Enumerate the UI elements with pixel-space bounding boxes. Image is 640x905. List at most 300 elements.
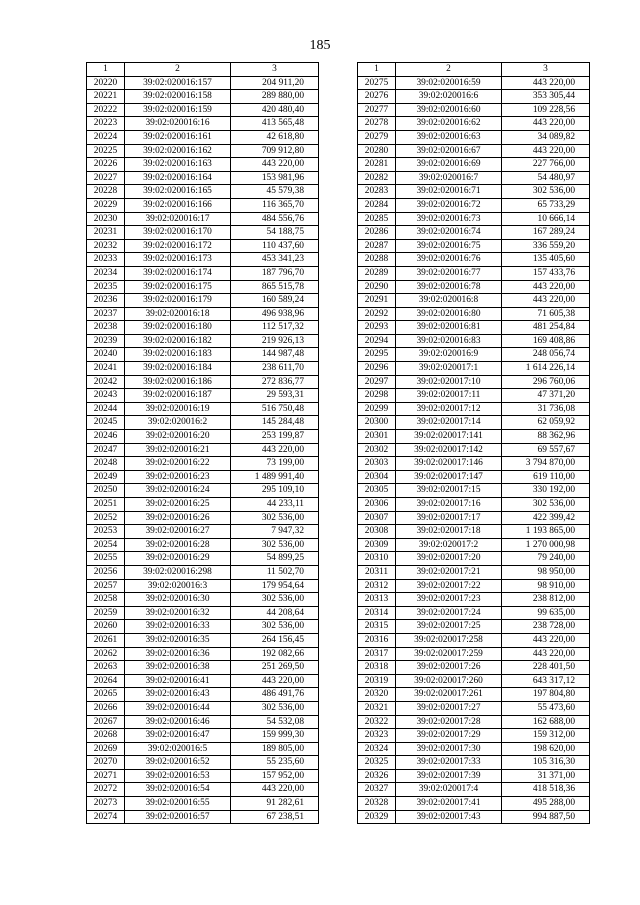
- cadastral-number-cell: 39:02:020016:23: [125, 470, 231, 484]
- table-row: [87, 158, 319, 172]
- value-cell: 198 620,00: [502, 742, 590, 756]
- table-row: [358, 769, 590, 783]
- value-cell: 1 270 000,98: [502, 538, 590, 552]
- value-cell: 443 220,00: [231, 674, 319, 688]
- table-row: [358, 402, 590, 416]
- table-row: [358, 76, 590, 90]
- row-number-cell: 20246: [87, 430, 125, 444]
- row-number-cell: 20329: [358, 810, 396, 824]
- cadastral-number-cell: 39:02:020016:19: [125, 402, 231, 416]
- value-cell: 709 912,80: [231, 144, 319, 158]
- row-number-cell: 20317: [358, 647, 396, 661]
- cadastral-number-cell: 39:02:020017:26: [396, 661, 502, 675]
- table-row: [358, 756, 590, 770]
- row-number-cell: 20307: [358, 511, 396, 525]
- table-row: [358, 144, 590, 158]
- row-number-cell: 20302: [358, 443, 396, 457]
- cadastral-number-cell: 39:02:020017:21: [396, 565, 502, 579]
- value-cell: 110 437,60: [231, 239, 319, 253]
- cadastral-number-cell: 39:02:020016:24: [125, 484, 231, 498]
- row-number-cell: 20284: [358, 198, 396, 212]
- row-number-cell: 20230: [87, 212, 125, 226]
- row-number-cell: 20303: [358, 457, 396, 471]
- table-row: [358, 552, 590, 566]
- row-number-cell: 20275: [358, 76, 396, 90]
- cadastral-number-cell: 39:02:020017:261: [396, 688, 502, 702]
- table-row: [87, 769, 319, 783]
- cadastral-number-cell: 39:02:020017:25: [396, 620, 502, 634]
- row-number-cell: 20239: [87, 334, 125, 348]
- header-cell-cadastral: 2: [125, 63, 231, 77]
- value-cell: 160 589,24: [231, 294, 319, 308]
- row-number-cell: 20299: [358, 402, 396, 416]
- cadastral-number-cell: 39:02:020016:27: [125, 525, 231, 539]
- row-number-cell: 20295: [358, 348, 396, 362]
- value-cell: 204 911,20: [231, 76, 319, 90]
- value-cell: 112 517,32: [231, 321, 319, 335]
- value-cell: 69 557,67: [502, 443, 590, 457]
- table-row: [358, 117, 590, 131]
- row-number-cell: 20316: [358, 633, 396, 647]
- value-cell: 619 110,00: [502, 470, 590, 484]
- table-row: [358, 334, 590, 348]
- cadastral-number-cell: 39:02:020016:170: [125, 226, 231, 240]
- table-row: [358, 416, 590, 430]
- row-number-cell: 20322: [358, 715, 396, 729]
- value-cell: 65 733,29: [502, 198, 590, 212]
- row-number-cell: 20297: [358, 375, 396, 389]
- cadastral-number-cell: 39:02:020016:47: [125, 729, 231, 743]
- table-row: [87, 389, 319, 403]
- cadastral-number-cell: 39:02:020016:60: [396, 103, 502, 117]
- table-row: [87, 212, 319, 226]
- value-cell: 55 235,60: [231, 756, 319, 770]
- cadastral-number-cell: 39:02:020016:165: [125, 185, 231, 199]
- table-row: [358, 715, 590, 729]
- cadastral-number-cell: 39:02:020016:18: [125, 307, 231, 321]
- cadastral-number-cell: 39:02:020017:146: [396, 457, 502, 471]
- row-number-cell: 20254: [87, 538, 125, 552]
- value-cell: 228 401,50: [502, 661, 590, 675]
- cadastral-number-cell: 39:02:020017:12: [396, 402, 502, 416]
- cadastral-number-cell: 39:02:020016:30: [125, 593, 231, 607]
- row-number-cell: 20298: [358, 389, 396, 403]
- table-row: [358, 498, 590, 512]
- cadastral-number-cell: 39:02:020016:57: [125, 810, 231, 824]
- row-number-cell: 20328: [358, 797, 396, 811]
- value-cell: 302 536,00: [231, 511, 319, 525]
- value-cell: 167 289,24: [502, 226, 590, 240]
- cadastral-number-cell: 39:02:020016:33: [125, 620, 231, 634]
- cadastral-number-cell: 39:02:020016:43: [125, 688, 231, 702]
- cadastral-number-cell: 39:02:020016:80: [396, 307, 502, 321]
- cadastral-number-cell: 39:02:020017:14: [396, 416, 502, 430]
- row-number-cell: 20256: [87, 565, 125, 579]
- value-cell: 484 556,76: [231, 212, 319, 226]
- cadastral-number-cell: 39:02:020016:183: [125, 348, 231, 362]
- row-number-cell: 20225: [87, 144, 125, 158]
- table-row: [358, 185, 590, 199]
- value-cell: 169 408,86: [502, 334, 590, 348]
- value-cell: 353 305,44: [502, 90, 590, 104]
- table-row: [87, 810, 319, 824]
- row-number-cell: 20282: [358, 171, 396, 185]
- value-cell: 7 947,32: [231, 525, 319, 539]
- value-cell: 1 614 226,14: [502, 362, 590, 376]
- value-cell: 302 536,00: [231, 701, 319, 715]
- row-number-cell: 20253: [87, 525, 125, 539]
- table-row: [87, 416, 319, 430]
- cadastral-number-cell: 39:02:020016:25: [125, 498, 231, 512]
- table-row: [87, 375, 319, 389]
- row-number-cell: 20313: [358, 593, 396, 607]
- table-row: [87, 334, 319, 348]
- table-row: [358, 633, 590, 647]
- row-number-cell: 20264: [87, 674, 125, 688]
- row-number-cell: 20268: [87, 729, 125, 743]
- value-cell: 29 593,31: [231, 389, 319, 403]
- table-row: [87, 280, 319, 294]
- value-cell: 496 938,96: [231, 307, 319, 321]
- value-cell: 159 999,30: [231, 729, 319, 743]
- table-row: [87, 171, 319, 185]
- cadastral-number-cell: 39:02:020016:78: [396, 280, 502, 294]
- value-cell: 453 341,23: [231, 253, 319, 267]
- row-number-cell: 20269: [87, 742, 125, 756]
- table-row: [358, 729, 590, 743]
- row-number-cell: 20263: [87, 661, 125, 675]
- table-row: [358, 484, 590, 498]
- value-cell: 443 220,00: [502, 647, 590, 661]
- row-number-cell: 20267: [87, 715, 125, 729]
- value-cell: 153 981,96: [231, 171, 319, 185]
- table-row: [358, 226, 590, 240]
- row-number-cell: 20291: [358, 294, 396, 308]
- table-row: [87, 362, 319, 376]
- cadastral-number-cell: 39:02:020016:166: [125, 198, 231, 212]
- table-row: [358, 783, 590, 797]
- table-row: [87, 606, 319, 620]
- table-row: [87, 701, 319, 715]
- row-number-cell: 20232: [87, 239, 125, 253]
- cadastral-number-cell: 39:02:020016:174: [125, 266, 231, 280]
- table-row: [87, 593, 319, 607]
- cadastral-number-cell: 39:02:020016:6: [396, 90, 502, 104]
- value-cell: 44 208,64: [231, 606, 319, 620]
- page-number: 185: [309, 38, 331, 53]
- table-row: [358, 130, 590, 144]
- cadastral-number-cell: 39:02:020016:72: [396, 198, 502, 212]
- row-number-cell: 20319: [358, 674, 396, 688]
- table-row: [358, 470, 590, 484]
- table-row: [87, 756, 319, 770]
- row-number-cell: 20294: [358, 334, 396, 348]
- row-number-cell: 20277: [358, 103, 396, 117]
- row-number-cell: 20293: [358, 321, 396, 335]
- cadastral-number-cell: 39:02:020017:17: [396, 511, 502, 525]
- row-number-cell: 20242: [87, 375, 125, 389]
- row-number-cell: 20229: [87, 198, 125, 212]
- table-row: [358, 661, 590, 675]
- value-cell: 238 611,70: [231, 362, 319, 376]
- table-row: [87, 198, 319, 212]
- row-number-cell: 20245: [87, 416, 125, 430]
- table-row: [87, 348, 319, 362]
- row-number-cell: 20323: [358, 729, 396, 743]
- table-row: [87, 294, 319, 308]
- table-row: [87, 457, 319, 471]
- value-cell: 135 405,60: [502, 253, 590, 267]
- value-cell: 145 284,48: [231, 416, 319, 430]
- cadastral-number-cell: 39:02:020016:46: [125, 715, 231, 729]
- table-row: [87, 647, 319, 661]
- value-cell: 443 220,00: [502, 294, 590, 308]
- row-number-cell: 20259: [87, 606, 125, 620]
- value-cell: 162 688,00: [502, 715, 590, 729]
- value-cell: 54 480,97: [502, 171, 590, 185]
- cadastral-number-cell: 39:02:020016:163: [125, 158, 231, 172]
- value-cell: 302 536,00: [231, 620, 319, 634]
- row-number-cell: 20279: [358, 130, 396, 144]
- value-cell: 91 282,61: [231, 797, 319, 811]
- value-cell: 418 518,36: [502, 783, 590, 797]
- value-cell: 238 812,00: [502, 593, 590, 607]
- table-row: [358, 212, 590, 226]
- table-row: [358, 348, 590, 362]
- cadastral-number-cell: 39:02:020016:161: [125, 130, 231, 144]
- cadastral-number-cell: 39:02:020016:20: [125, 430, 231, 444]
- cadastral-number-cell: 39:02:020017:20: [396, 552, 502, 566]
- row-number-cell: 20236: [87, 294, 125, 308]
- row-number-cell: 20325: [358, 756, 396, 770]
- row-number-cell: 20281: [358, 158, 396, 172]
- value-cell: 116 365,70: [231, 198, 319, 212]
- cadastral-number-cell: 39:02:020016:73: [396, 212, 502, 226]
- cadastral-number-cell: 39:02:020016:22: [125, 457, 231, 471]
- value-cell: 420 480,40: [231, 103, 319, 117]
- table-row: [87, 185, 319, 199]
- table-row: [87, 103, 319, 117]
- value-cell: 144 987,48: [231, 348, 319, 362]
- row-number-cell: 20276: [358, 90, 396, 104]
- value-cell: 296 760,06: [502, 375, 590, 389]
- value-cell: 192 082,66: [231, 647, 319, 661]
- row-number-cell: 20266: [87, 701, 125, 715]
- value-cell: 55 473,60: [502, 701, 590, 715]
- cadastral-number-cell: 39:02:020017:147: [396, 470, 502, 484]
- row-number-cell: 20314: [358, 606, 396, 620]
- table-row: [358, 457, 590, 471]
- table-row: [87, 633, 319, 647]
- table-row: [87, 620, 319, 634]
- cadastral-number-cell: 39:02:020017:43: [396, 810, 502, 824]
- value-cell: 159 312,00: [502, 729, 590, 743]
- header-cell-number: 1: [358, 63, 396, 77]
- value-cell: 157 433,76: [502, 266, 590, 280]
- table-row: [358, 103, 590, 117]
- row-number-cell: 20304: [358, 470, 396, 484]
- row-number-cell: 20233: [87, 253, 125, 267]
- table-row: [87, 565, 319, 579]
- cadastral-number-cell: 39:02:020017:4: [396, 783, 502, 797]
- value-cell: 302 536,00: [231, 538, 319, 552]
- cadastral-number-cell: 39:02:020016:83: [396, 334, 502, 348]
- table-row: [358, 198, 590, 212]
- row-number-cell: 20286: [358, 226, 396, 240]
- table-row: [358, 647, 590, 661]
- cadastral-number-cell: 39:02:020016:21: [125, 443, 231, 457]
- row-number-cell: 20244: [87, 402, 125, 416]
- value-cell: 47 371,20: [502, 389, 590, 403]
- cadastral-number-cell: 39:02:020016:71: [396, 185, 502, 199]
- cadastral-number-cell: 39:02:020016:179: [125, 294, 231, 308]
- value-cell: 248 056,74: [502, 348, 590, 362]
- row-number-cell: 20305: [358, 484, 396, 498]
- table-row: [87, 511, 319, 525]
- row-number-cell: 20226: [87, 158, 125, 172]
- cadastral-number-cell: 39:02:020016:52: [125, 756, 231, 770]
- table-row: [358, 253, 590, 267]
- header-cell-cadastral: 2: [396, 63, 502, 77]
- cadastral-number-cell: 39:02:020017:142: [396, 443, 502, 457]
- cadastral-number-cell: 39:02:020016:76: [396, 253, 502, 267]
- row-number-cell: 20247: [87, 443, 125, 457]
- table-row: [87, 525, 319, 539]
- row-number-cell: 20327: [358, 783, 396, 797]
- value-cell: 295 109,10: [231, 484, 319, 498]
- table-row: [87, 783, 319, 797]
- table-row: [358, 389, 590, 403]
- row-number-cell: 20296: [358, 362, 396, 376]
- cadastral-number-cell: 39:02:020016:26: [125, 511, 231, 525]
- cadastral-number-cell: 39:02:020016:17: [125, 212, 231, 226]
- table-row: [358, 674, 590, 688]
- value-cell: 413 565,48: [231, 117, 319, 131]
- row-number-cell: 20249: [87, 470, 125, 484]
- value-cell: 272 836,77: [231, 375, 319, 389]
- row-number-cell: 20310: [358, 552, 396, 566]
- row-number-cell: 20255: [87, 552, 125, 566]
- row-number-cell: 20221: [87, 90, 125, 104]
- table-row: [358, 171, 590, 185]
- row-number-cell: 20224: [87, 130, 125, 144]
- table-row: [358, 280, 590, 294]
- cadastral-number-cell: 39:02:020017:29: [396, 729, 502, 743]
- value-cell: 227 766,00: [502, 158, 590, 172]
- row-number-cell: 20324: [358, 742, 396, 756]
- table-row: [87, 144, 319, 158]
- row-number-cell: 20238: [87, 321, 125, 335]
- cadastral-number-cell: 39:02:020016:41: [125, 674, 231, 688]
- table-row: [87, 266, 319, 280]
- row-number-cell: 20237: [87, 307, 125, 321]
- value-cell: 98 910,00: [502, 579, 590, 593]
- row-number-cell: 20306: [358, 498, 396, 512]
- value-cell: 486 491,76: [231, 688, 319, 702]
- value-cell: 495 288,00: [502, 797, 590, 811]
- row-number-cell: 20280: [358, 144, 396, 158]
- value-cell: 67 238,51: [231, 810, 319, 824]
- row-number-cell: 20231: [87, 226, 125, 240]
- cadastral-number-cell: 39:02:020016:159: [125, 103, 231, 117]
- cadastral-number-cell: 39:02:020017:10: [396, 375, 502, 389]
- registry-table-right: [357, 62, 590, 824]
- value-cell: 45 579,38: [231, 185, 319, 199]
- table-row: [87, 117, 319, 131]
- table-row: [358, 158, 590, 172]
- table-row: [358, 321, 590, 335]
- cadastral-number-cell: 39:02:020016:175: [125, 280, 231, 294]
- header-cell-number: 1: [87, 63, 125, 77]
- value-cell: 443 220,00: [502, 633, 590, 647]
- table-row: [358, 538, 590, 552]
- value-cell: 34 089,82: [502, 130, 590, 144]
- header-cell-value: 3: [502, 63, 590, 77]
- cadastral-number-cell: 39:02:020016:180: [125, 321, 231, 335]
- cadastral-number-cell: 39:02:020016:186: [125, 375, 231, 389]
- row-number-cell: 20318: [358, 661, 396, 675]
- cadastral-number-cell: 39:02:020017:27: [396, 701, 502, 715]
- row-number-cell: 20257: [87, 579, 125, 593]
- cadastral-number-cell: 39:02:020016:69: [396, 158, 502, 172]
- table-row: [358, 797, 590, 811]
- cadastral-number-cell: 39:02:020016:81: [396, 321, 502, 335]
- table-row: [87, 430, 319, 444]
- value-cell: 179 954,64: [231, 579, 319, 593]
- cadastral-number-cell: 39:02:020016:158: [125, 90, 231, 104]
- cadastral-number-cell: 39:02:020016:55: [125, 797, 231, 811]
- value-cell: 189 805,00: [231, 742, 319, 756]
- cadastral-number-cell: 39:02:020016:62: [396, 117, 502, 131]
- table-row: [358, 525, 590, 539]
- cadastral-number-cell: 39:02:020017:22: [396, 579, 502, 593]
- cadastral-number-cell: 39:02:020017:260: [396, 674, 502, 688]
- table-row: [87, 498, 319, 512]
- row-number-cell: 20283: [358, 185, 396, 199]
- row-number-cell: 20251: [87, 498, 125, 512]
- value-cell: 1 193 865,00: [502, 525, 590, 539]
- table-row: [358, 239, 590, 253]
- table-row: [87, 443, 319, 457]
- cadastral-number-cell: 39:02:020017:16: [396, 498, 502, 512]
- value-cell: 481 254,84: [502, 321, 590, 335]
- value-cell: 31 371,00: [502, 769, 590, 783]
- row-number-cell: 20272: [87, 783, 125, 797]
- value-cell: 253 199,87: [231, 430, 319, 444]
- value-cell: 42 618,80: [231, 130, 319, 144]
- value-cell: 238 728,00: [502, 620, 590, 634]
- cadastral-number-cell: 39:02:020016:5: [125, 742, 231, 756]
- row-number-cell: 20262: [87, 647, 125, 661]
- cadastral-number-cell: 39:02:020016:54: [125, 783, 231, 797]
- row-number-cell: 20252: [87, 511, 125, 525]
- row-number-cell: 20260: [87, 620, 125, 634]
- table-row: [87, 742, 319, 756]
- value-cell: 302 536,00: [502, 498, 590, 512]
- value-cell: 264 156,45: [231, 633, 319, 647]
- cadastral-number-cell: 39:02:020016:74: [396, 226, 502, 240]
- header-cell-value: 3: [231, 63, 319, 77]
- table-row: [358, 430, 590, 444]
- row-number-cell: 20285: [358, 212, 396, 226]
- table-row: [358, 90, 590, 104]
- value-cell: 443 220,00: [231, 158, 319, 172]
- value-cell: 302 536,00: [231, 593, 319, 607]
- cadastral-number-cell: 39:02:020017:33: [396, 756, 502, 770]
- row-number-cell: 20235: [87, 280, 125, 294]
- table-row: [87, 253, 319, 267]
- value-cell: 71 605,38: [502, 307, 590, 321]
